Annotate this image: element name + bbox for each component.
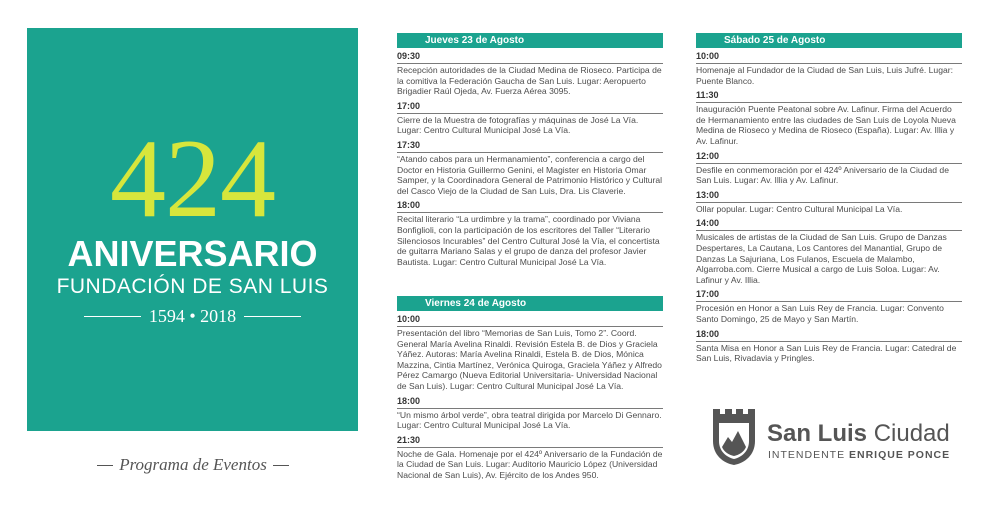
- event-item: [696, 90, 962, 146]
- event-item: [397, 396, 663, 431]
- event-item: [696, 51, 962, 86]
- san-luis-ciudad-logo: [711, 407, 951, 467]
- logo-title: [767, 421, 950, 447]
- event-time: 21:30: [397, 434, 421, 445]
- event-time: 09:30: [397, 51, 421, 61]
- years-label: 1594 • 2018: [148, 305, 237, 326]
- program-caption: [63, 455, 323, 475]
- event-time: 17:00: [696, 289, 720, 300]
- event-item: [397, 140, 663, 196]
- event-description: Musicales de artistas de la Ciudad de San Luis. Grupo de Danzas Despertares, La Cautana, Los Cantores del Manantial, Grupo de Danzas La Sajuriana, Los Fulanos, Escuela de Malambo, Algarroba.com. Cierre Musical a cargo de Luis Soloa. Lugar: Av. Lafinur y Av. Illia.: [696, 232, 947, 285]
- anniversary-title: ANIVERSARIO: [67, 233, 318, 274]
- event-description: Presentación del libro “Memorias de San Luis, Tomo 2”. Coord. General María Avelina Rinaldi. Revisión Estela B. de Dios y Graciela Yáñez. Autoras: María Avelina Rinaldi, Estela B. de Dios, Mónica Mazzina, Cintia Martínez, Verónica Quiroga, Graciela Yáñez y Alfredo Pérez Camargo (Nueva Editorial Universitaria- Universidad Nacional de San Luis). Lugar: Centro Cultural Municipal José La Vía.: [397, 328, 662, 391]
- divider-left: [84, 316, 141, 317]
- event-divider: [696, 301, 962, 302]
- event-item: [397, 200, 663, 267]
- day-column-saturday: [696, 33, 962, 368]
- event-item: [397, 51, 663, 97]
- logo-subtitle: [768, 449, 950, 461]
- event-time: 11:30: [696, 90, 719, 101]
- day-column-friday: [397, 296, 663, 485]
- event-item: [397, 314, 663, 392]
- event-divider: [696, 102, 962, 103]
- event-time: 12:00: [696, 150, 720, 161]
- event-description: Procesión en Honor a San Luis Rey de Francia. Lugar: Convento Santo Domingo, 25 de Mayo y San Martín.: [696, 303, 944, 324]
- event-divider: [397, 212, 663, 213]
- event-item: [696, 190, 962, 215]
- day-heading: Viernes 24 de Agosto: [397, 296, 663, 311]
- logo-sub-prefix: INTENDENTE: [768, 449, 850, 461]
- anniversary-number: 424: [110, 117, 275, 241]
- event-time: 10:00: [696, 51, 720, 61]
- event-time: 18:00: [696, 328, 720, 339]
- program-label: Programa de Eventos: [119, 455, 267, 474]
- event-item: [696, 218, 962, 285]
- logo-name-bold: San Luis: [767, 420, 868, 447]
- event-divider: [696, 230, 962, 231]
- dash-right: [273, 465, 289, 466]
- event-item: [696, 329, 962, 364]
- years-row: [84, 304, 301, 328]
- logo-name-light: Ciudad: [867, 420, 950, 447]
- event-divider: [696, 163, 962, 164]
- day-heading: Sábado 25 de Agosto: [696, 33, 962, 48]
- event-divider: [397, 152, 663, 153]
- event-description: Recepción autoridades de la Ciudad Medina de Rioseco. Participa de la comitiva la Federación Gaucha de San Luis. Lugar: Aeropuerto Brigadier Raúl Ojeda, Av. Fuerza Aérea 3095.: [397, 65, 662, 97]
- event-time: 17:00: [397, 100, 421, 111]
- event-divider: [696, 202, 962, 203]
- event-divider: [696, 341, 962, 342]
- event-time: 14:00: [696, 218, 720, 229]
- event-divider: [397, 113, 663, 114]
- event-description: Recital literario “La urdimbre y la trama”, coordinado por Viviana Bonfiglioli, con la participación de los escritores del Taller “Literario Silenciosos Incurables” del Centro Cultural José la Vía, el concertista de guitarra Mariano Salas y el grupo de danza del profesor Javier Bautista. Lugar: Centro Cultural Municipal José La Vía.: [397, 214, 660, 267]
- day-heading: Jueves 23 de Agosto: [397, 33, 663, 48]
- event-description: Ollar popular. Lugar: Centro Cultural Municipal La Vía.: [696, 203, 903, 214]
- dash-left: [97, 465, 113, 466]
- foundation-subtitle: FUNDACIÓN DE SAN LUIS: [56, 275, 329, 298]
- event-divider: [397, 408, 663, 409]
- event-item: [696, 289, 962, 324]
- divider-right: [244, 316, 301, 317]
- event-description: Desfile en conmemoración por el 424º Aniversario de la Ciudad de San Luis. Lugar: Av. Illia y Av. Lafinur.: [696, 164, 949, 186]
- city-shield-icon: [711, 407, 757, 467]
- anniversary-panel: [27, 28, 358, 431]
- event-description: “Un mismo árbol verde”, obra teatral dirigida por Marcelo Di Gennaro. Lugar: Centro Cultural Municipal José La Vía.: [397, 409, 662, 431]
- event-divider: [397, 447, 663, 448]
- event-time: 18:00: [397, 395, 421, 406]
- event-divider: [397, 63, 663, 64]
- event-divider: [397, 326, 663, 327]
- event-description: Cierre de la Muestra de fotografías y máquinas de José La Vía. Lugar: Centro Cultural Municipal José La Vía.: [397, 114, 639, 136]
- event-description: Noche de Gala. Homenaje por el 424º Aniversario de la Fundación de la Ciudad de San Luis. Lugar: Auditorio Mauricio López (Universidad Nacional de San Luis), Av. Ejército de los Andes 950.: [397, 448, 663, 480]
- day-column-thursday: [397, 33, 663, 271]
- event-divider: [696, 63, 962, 64]
- event-time: 17:30: [397, 139, 421, 150]
- event-time: 13:00: [696, 189, 720, 200]
- event-description: “Atando cabos para un Hermanamiento”, conferencia a cargo del Doctor en Historia Guillermo Genini, el Magister en Historia Omar Samper, y la Coordinadora General de Patrimonio Histórico y Cultural del Casco Viejo de la Ciudad de San Luis, Dra. Lis Claverie.: [397, 153, 663, 196]
- event-time: 18:00: [397, 200, 421, 211]
- logo-sub-bold: ENRIQUE PONCE: [849, 449, 951, 461]
- event-item: [397, 435, 663, 481]
- event-description: Homenaje al Fundador de la Ciudad de San Luis, Luis Jufré. Lugar: Puente Blanco.: [696, 65, 954, 86]
- event-description: Inauguración Puente Peatonal sobre Av. Lafinur. Firma del Acuerdo de Hermanamiento entre las ciudades de San Luis de Loyola Nueva Medina de Rioseco y Medina de Rioseco (España). Lugar: Av. Illia y Av. Lafinur.: [696, 104, 956, 146]
- event-item: [696, 151, 962, 186]
- event-time: 10:00: [397, 314, 421, 324]
- event-description: Santa Misa en Honor a San Luis Rey de Francia. Lugar: Catedral de San Luis, Rivadavia y Pringles.: [696, 342, 957, 364]
- event-item: [397, 101, 663, 136]
